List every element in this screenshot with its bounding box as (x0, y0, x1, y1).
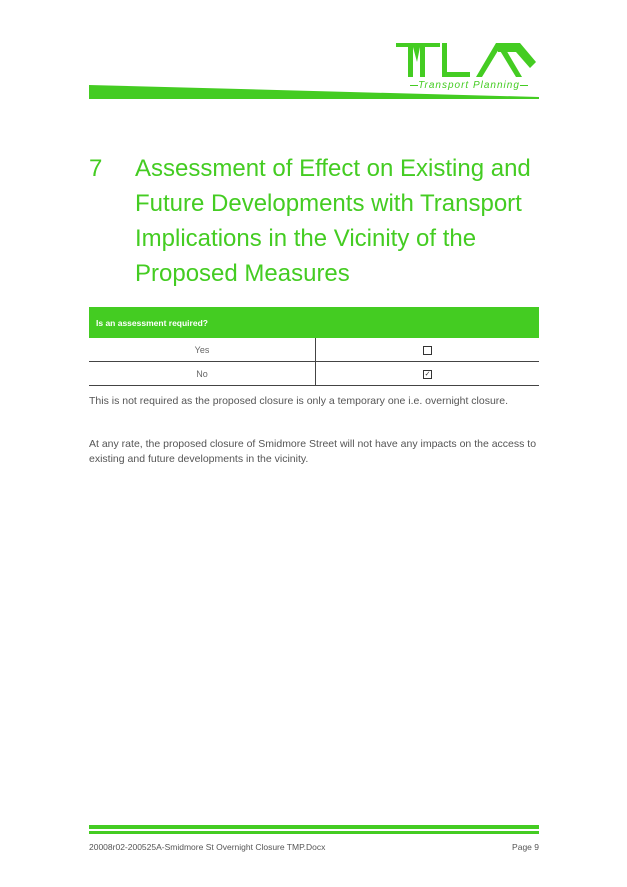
body-paragraph-1: This is not required as the proposed closure is only a temporary one i.e. overnight closure. (89, 395, 509, 407)
table-row (89, 362, 539, 386)
body-paragraph-2: At any rate, the proposed closure of Smidmore Street will not have any impacts on the access to existing and future developments in the vicinity. (89, 438, 537, 465)
option-label-no: No (89, 362, 316, 386)
assessment-table (89, 307, 539, 386)
footer-accent-bar (89, 825, 539, 835)
section-number: 7 (89, 155, 103, 182)
table-header-row (89, 307, 539, 338)
option-cell-no (316, 362, 540, 386)
footer-doc-ref: 20008r02-200525A-Smidmore St Overnight Closure TMP.Docx (89, 842, 326, 852)
table-row (89, 338, 539, 362)
checkbox-yes[interactable] (423, 346, 432, 355)
option-label-yes: Yes (89, 338, 316, 362)
checkbox-no[interactable]: ✓ (424, 370, 431, 378)
footer-page-number: Page 9 (512, 842, 539, 852)
option-cell-yes (316, 338, 540, 362)
logo-subtitle: Transport Planning (404, 80, 534, 92)
table-header: Is an assessment required? (89, 307, 539, 338)
section-title: Assessment of Effect on Existing and Future Developments with Transport Implications in the Vicinity of the Proposed Measures (135, 155, 531, 287)
